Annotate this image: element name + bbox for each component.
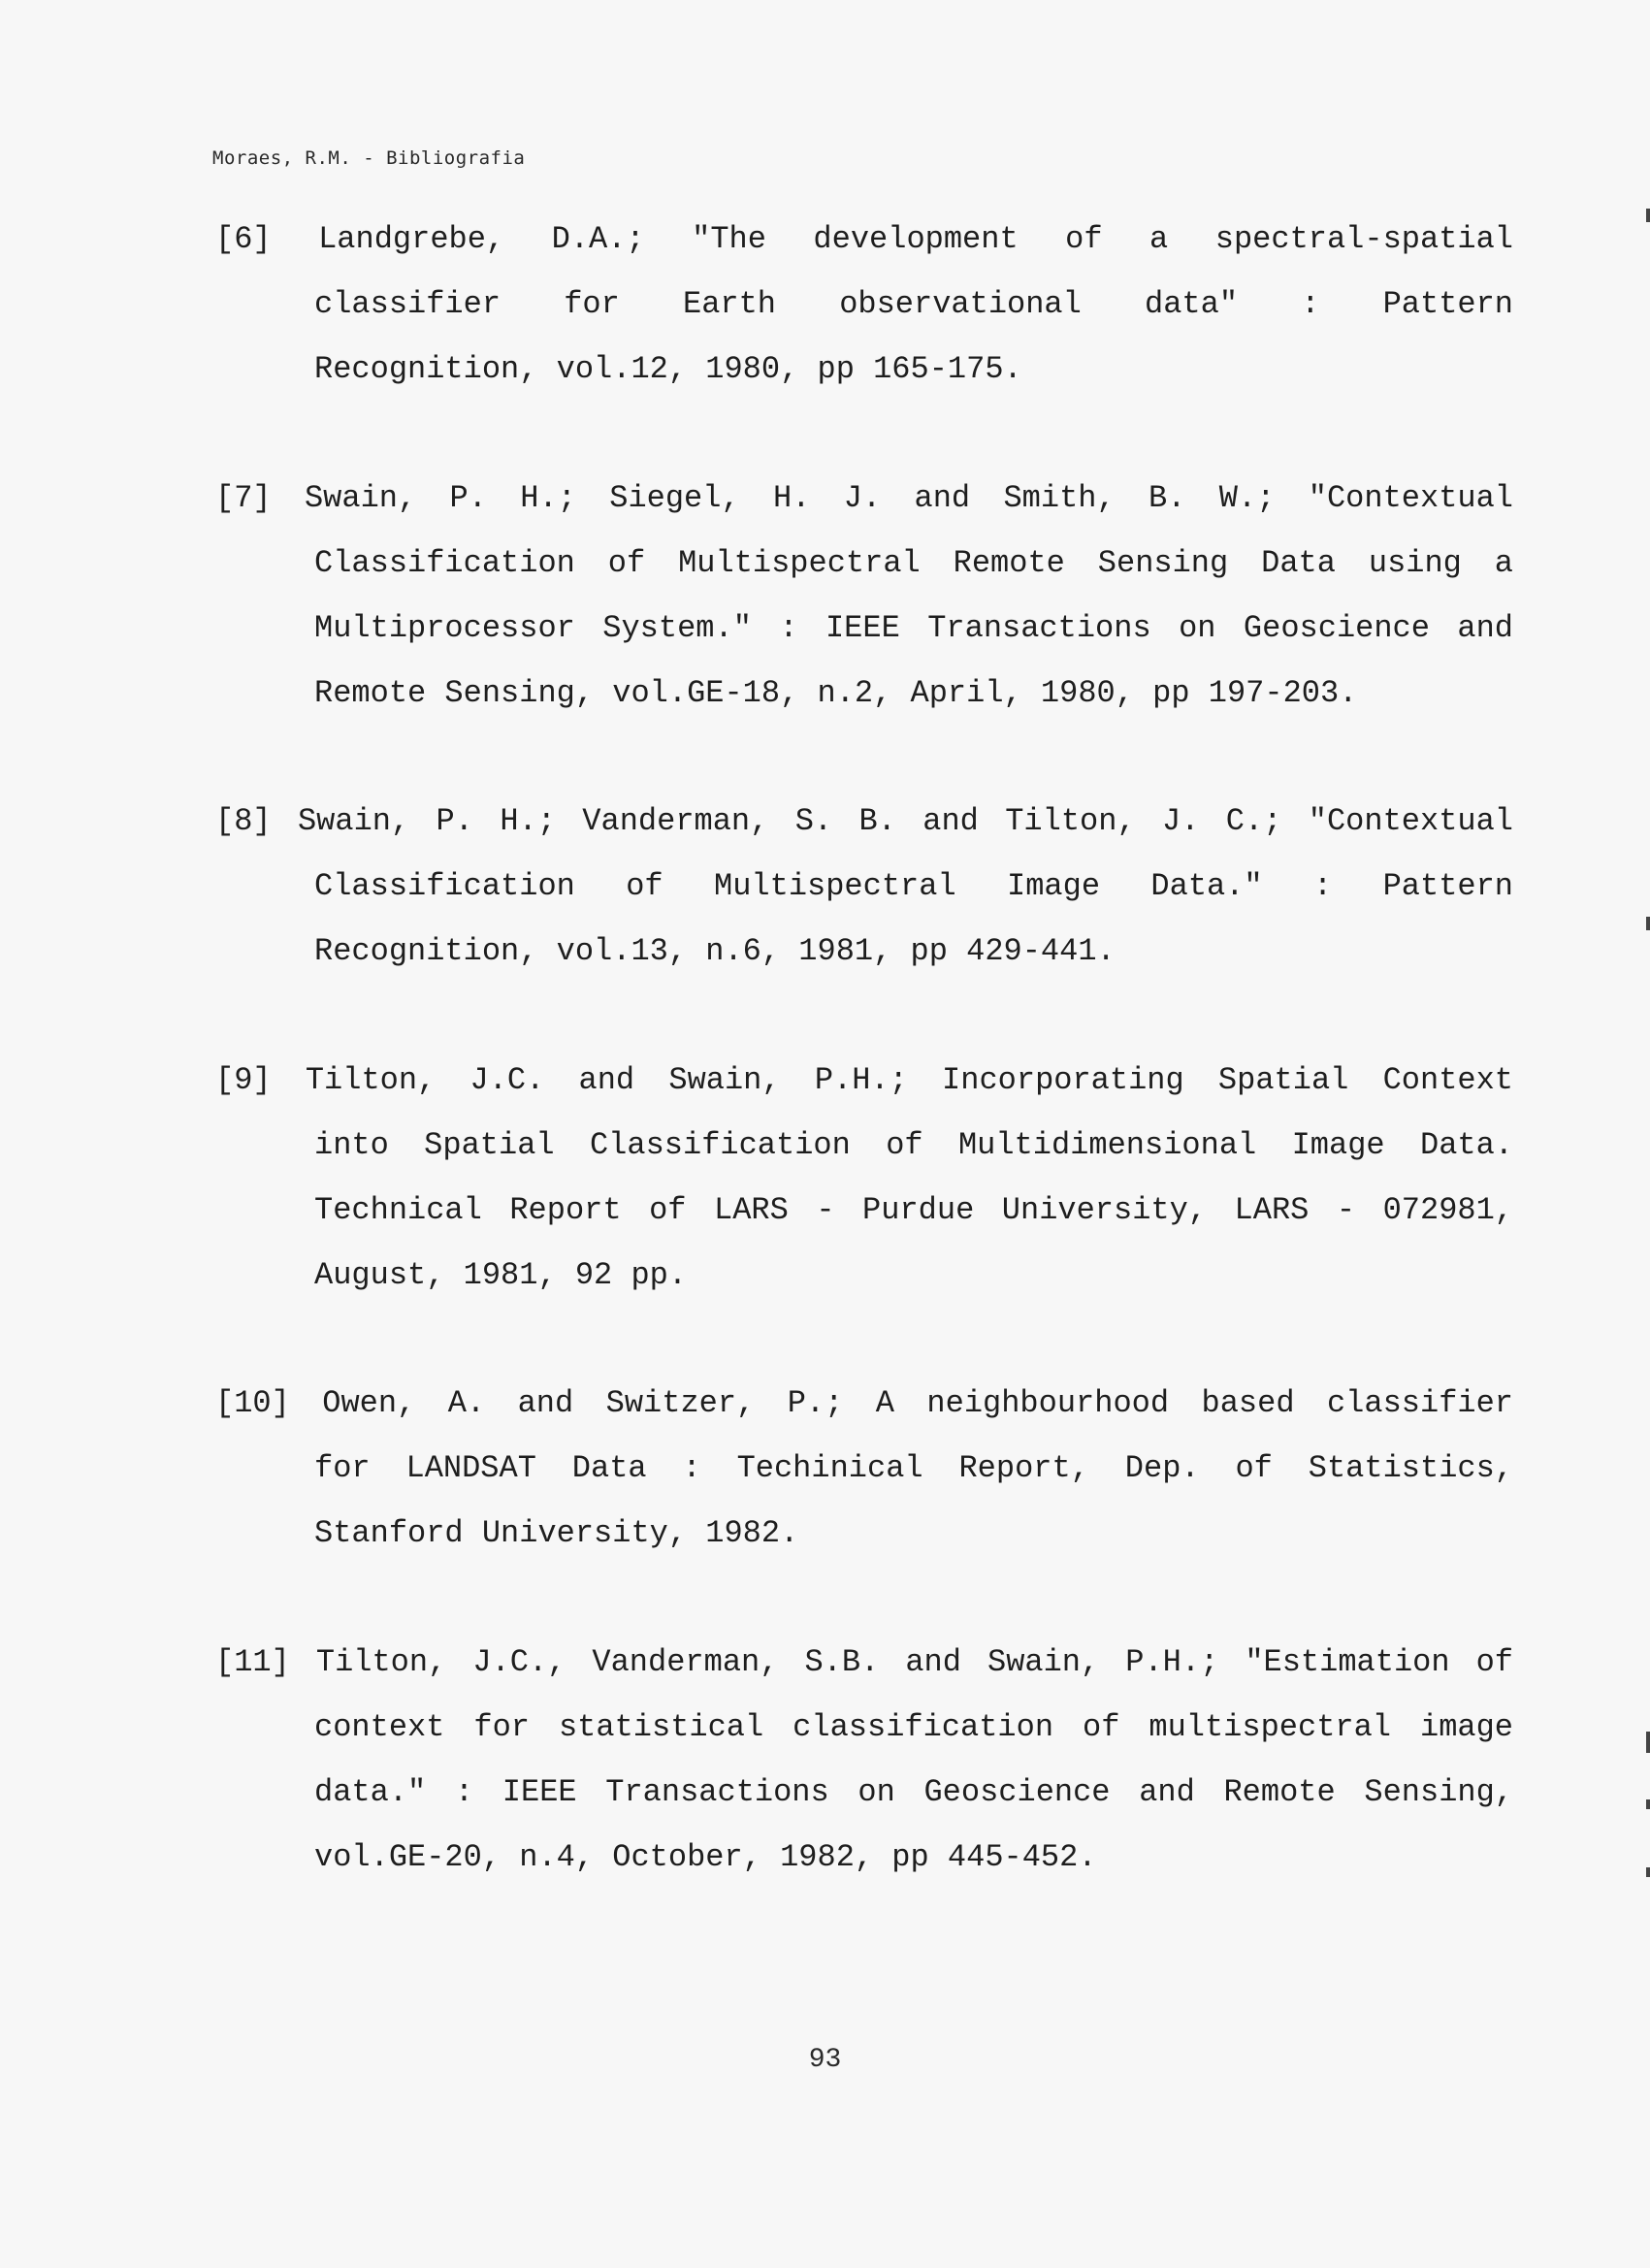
reference-line: Classification of Multispectral Image Data." : Pattern [314, 868, 1513, 904]
reference-entry-8 [215, 789, 1513, 984]
reference-entry-6 [215, 207, 1513, 402]
reference-line: [8] Swain, P. H.; Vanderman, S. B. and Tilton, J. C.; "Contextual [215, 803, 1513, 839]
reference-line: data." : IEEE Transactions on Geoscience and Remote Sensing, [314, 1774, 1513, 1810]
reference-line: August, 1981, 92 pp. [314, 1257, 688, 1293]
page-number: 93 [808, 2045, 842, 2075]
reference-line: Multiprocessor System." : IEEE Transactions on Geoscience and [314, 610, 1513, 646]
reference-line: vol.GE-20, n.4, October, 1982, pp 445-452. [314, 1839, 1097, 1875]
scan-edge-mark [1646, 1732, 1650, 1753]
reference-line: [9] Tilton, J.C. and Swain, P.H.; Incorporating Spatial Context [215, 1062, 1513, 1098]
reference-line: classifier for Earth observational data" : Pattern [314, 286, 1513, 322]
reference-line: [7] Swain, P. H.; Siegel, H. J. and Smith, B. W.; "Contextual [215, 480, 1513, 516]
reference-line: Classification of Multispectral Remote Sensing Data using a [314, 545, 1513, 581]
reference-line: Technical Report of LARS - Purdue University, LARS - 072981, [314, 1192, 1513, 1228]
reference-entry-10 [215, 1371, 1513, 1566]
reference-line: into Spatial Classification of Multidimensional Image Data. [314, 1127, 1513, 1163]
reference-entry-11 [215, 1630, 1513, 1890]
reference-line: Recognition, vol.12, 1980, pp 165-175. [314, 351, 1022, 387]
scan-edge-mark [1646, 917, 1650, 930]
running-header: Moraes, R.M. - Bibliografia [212, 147, 526, 169]
reference-line: Remote Sensing, vol.GE-18, n.2, April, 1980, pp 197-203. [314, 675, 1358, 711]
reference-line: Recognition, vol.13, n.6, 1981, pp 429-441. [314, 933, 1116, 969]
reference-entry-7 [215, 466, 1513, 726]
reference-line: [10] Owen, A. and Switzer, P.; A neighbourhood based classifier [215, 1385, 1513, 1421]
reference-line: for LANDSAT Data : Techinical Report, Dep. of Statistics, [314, 1450, 1513, 1486]
reference-line: context for statistical classification of multispectral image [314, 1709, 1513, 1745]
reference-line: [11] Tilton, J.C., Vanderman, S.B. and Swain, P.H.; "Estimation of [215, 1644, 1513, 1680]
reference-line: Stanford University, 1982. [314, 1515, 799, 1551]
reference-entry-9 [215, 1048, 1513, 1308]
scan-edge-mark [1646, 209, 1650, 222]
scan-edge-mark [1646, 1799, 1650, 1809]
reference-line: [6] Landgrebe, D.A.; "The development of a spectral-spatial [215, 221, 1513, 257]
scan-edge-mark [1646, 1867, 1650, 1877]
